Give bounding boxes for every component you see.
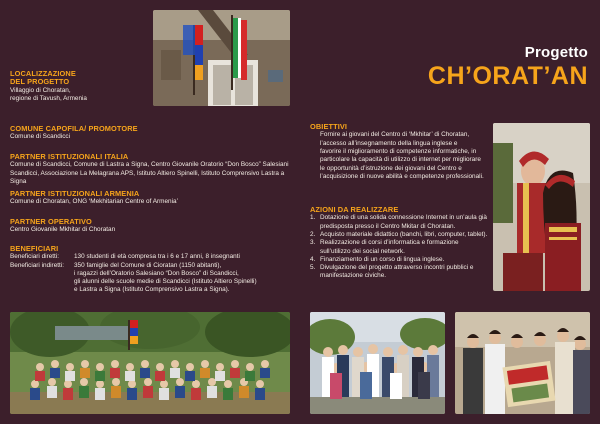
- obiettivi-line-5: le opportunità d’istruzione dei giovani del Centro e: [320, 164, 462, 172]
- partner-operativo-title: PARTNER OPERATIVO: [10, 217, 92, 226]
- partner-armenia-title: PARTNER ISTITUZIONALI ARMENIA: [10, 189, 140, 198]
- beneficiari-diretti-text: 130 studenti di età compresa tra i 6 e 17 anni, 8 insegnanti: [74, 253, 240, 261]
- azioni-item: 4. Finanziamento di un corso di lingua inglese.: [310, 255, 445, 263]
- localizzazione-text-2: regione di Tavush, Armenia: [10, 95, 87, 103]
- beneficiari-indiretti-label: Beneficiari indiretti:: [10, 261, 64, 269]
- partner-armenia-section: [10, 190, 295, 207]
- azioni-list: [310, 214, 490, 280]
- beneficiari-title: BENEFICIARI: [10, 244, 59, 253]
- obiettivi-line-2: l’accesso all’insegnamento della lingua inglese e: [320, 139, 458, 147]
- comune-title: COMUNE CAPOFILA/ PROMOTORE: [10, 124, 138, 133]
- localizzazione-section: [10, 70, 295, 103]
- project-title: [428, 44, 588, 89]
- beneficiari-section: [10, 245, 295, 294]
- beneficiari-diretti-row: [10, 253, 295, 261]
- beneficiari-indiretti-line-1: 350 famiglie del Comune di Cioratan (1150 abitanti),: [74, 261, 222, 269]
- obiettivi-section: [310, 123, 490, 181]
- title-choratan: CH’ORAT’AN: [427, 62, 588, 90]
- azioni-item: 1. Dotazione di una solida connessione Internet in un’aula già predisposta presso il Centro Mkitar di Choratan.: [310, 214, 487, 230]
- azioni-section: [310, 206, 490, 281]
- classroom-photo: [455, 312, 590, 414]
- obiettivi-line-4: particolare la capacità di utilizzo di internet per migliorare: [320, 156, 481, 164]
- beneficiari-indiretti-row: [10, 262, 295, 295]
- beneficiari-indiretti-line-4: e Lastra a Signa (Istituto Comprensivo Lastra a Signa).: [74, 286, 230, 294]
- beneficiari-indiretti-line-2: i ragazzi dell’Oratorio Salesiano “Don Bosco” di Scandicci,: [74, 269, 239, 277]
- beneficiari-indiretti-line-3: gli alunni delle scuole medie di Scandicci (Istituto Altiero Spinelli): [74, 278, 257, 286]
- localizzazione-title-2: DEL PROGETTO: [10, 77, 70, 87]
- group-photo-large: [10, 312, 290, 414]
- obiettivi-line-1: Fornire ai giovani del Centro di ‘Mkhitar’ di Choratan,: [320, 131, 470, 139]
- partner-operativo-section: [10, 218, 295, 235]
- obiettivi-line-3: favorire il miglioramento di competenze informatiche, in: [320, 148, 477, 155]
- partner-operativo-text: Centro Giovanile Mkhitar di Choratan: [10, 226, 116, 234]
- partner-italia-title: PARTNER ISTITUZIONALI ITALIA: [10, 152, 129, 161]
- title-progetto: Progetto: [524, 44, 588, 61]
- partner-italia-line-1: Comune di Scandicci, Comune di Lastra a Signa, Centro Giovanile Oratorio “Don Bosco” Salesiani: [10, 161, 289, 169]
- partner-italia-section: [10, 153, 295, 186]
- azioni-item: 2. Acquisto materiale didattico (banchi, libri, computer, tablet).: [310, 231, 488, 238]
- obiettivi-title: OBIETTIVI: [310, 122, 348, 131]
- azioni-item: 3. Realizzazione di corsi d’informatica e formazione sull’utilizzo dei social network.: [310, 239, 459, 255]
- costume-portrait-photo: [493, 123, 590, 291]
- comune-section: [10, 125, 295, 142]
- partner-armenia-text: Comune di Choratan, ONG ‘Mekhitarian Centre of Armenia’: [10, 198, 179, 206]
- localizzazione-text-1: Villaggio di Choratan,: [10, 86, 71, 94]
- localizzazione-title-1: LOCALIZZAZIONE: [10, 69, 76, 78]
- partner-italia-line-2: Scandicci, Associazione La Melagrana APS, Istituto Altiero Spinelli, Istituto Comprensivo Lastra a Signa: [10, 169, 285, 185]
- comune-text: Comune di Scandicci: [10, 133, 71, 141]
- adults-group-photo: [310, 312, 445, 414]
- beneficiari-diretti-label: Beneficiari diretti:: [10, 253, 60, 261]
- azioni-item: 5. Divulgazione del progetto attraverso incontri pubblici e manifestazione civiche.: [310, 264, 474, 280]
- obiettivi-line-6: l’acquisizione di nuove abilità e competenze professionali.: [320, 172, 484, 180]
- azioni-title: AZIONI DA REALIZZARE: [310, 205, 399, 214]
